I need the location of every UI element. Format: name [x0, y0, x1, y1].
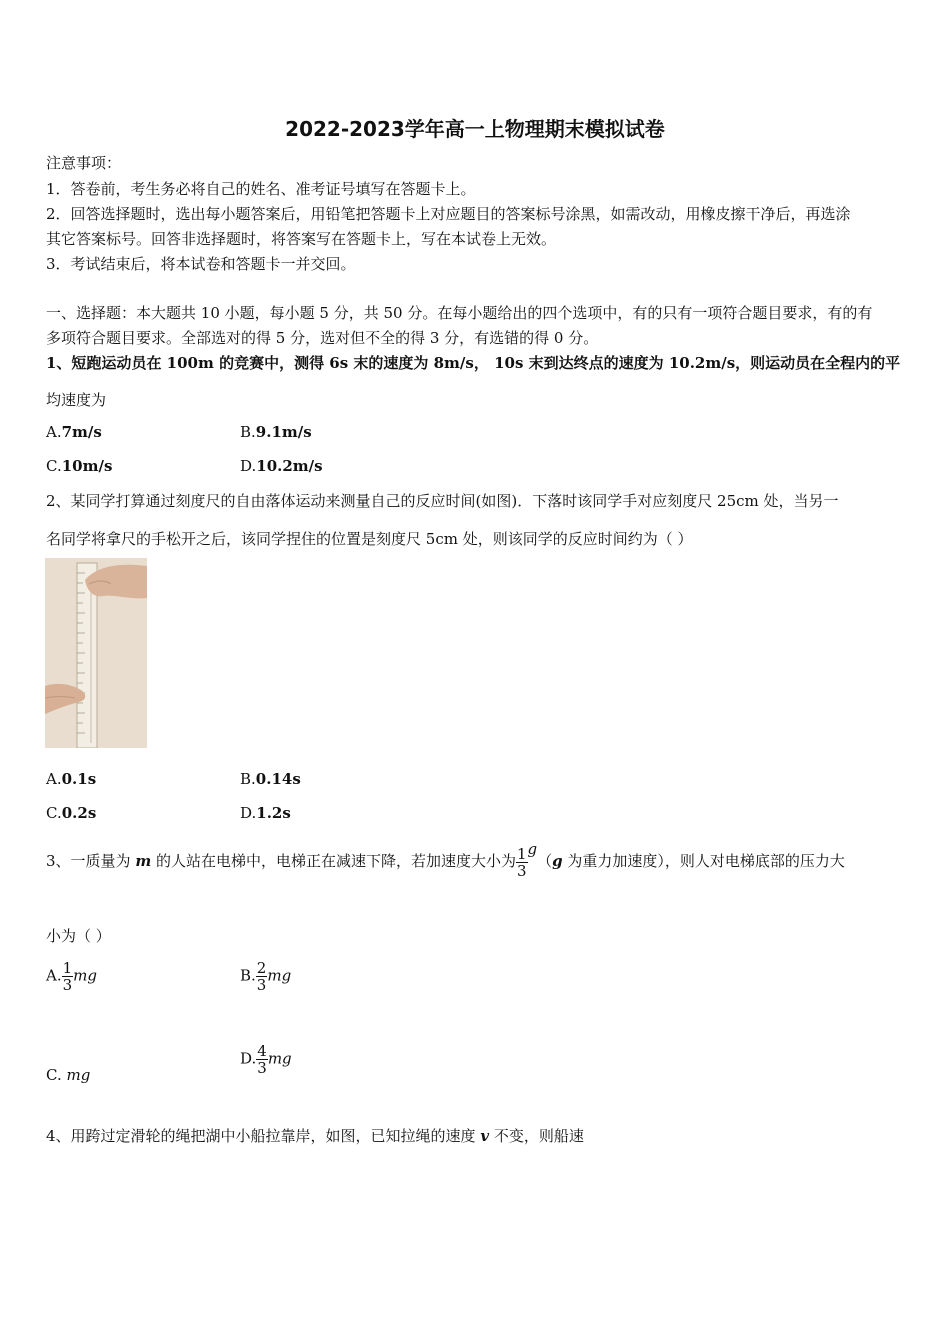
q3-stem: 3、一质量为 m 的人站在电梯中，电梯正在减速下降，若加速度大小为 $\frac{1}{3}$ g（g 为重力加速度），则人对电梯底部的压力大: [46, 840, 845, 880]
q3-option-d: D. $\frac{4}{3}$ mg: [240, 1042, 292, 1077]
q1-option-c: C.10m/s: [46, 457, 113, 475]
notice-item: 3．考试结束后，将本试卷和答题卡一并交回。: [46, 255, 356, 273]
notice-item: 2．回答选择题时，选出每小题答案后，用铅笔把答题卡上对应题目的答案标号涂黑，如需改动，用橡皮擦干净后，再选涂: [46, 205, 851, 223]
q2-option-a: A.0.1s: [46, 770, 97, 788]
q1-option-a: A.7m/s: [46, 423, 102, 441]
q1-option-d: D.10.2m/s: [240, 457, 323, 475]
q2-option-c: C.0.2s: [46, 804, 97, 822]
ruler-hands-illustration: [45, 558, 147, 748]
q3-stem: 小为（ ）: [46, 927, 111, 945]
notice-item: 其它答案标号。回答非选择题时，将答案写在答题卡上，写在本试卷上无效。: [46, 230, 557, 248]
q3-fraction: $\frac{1}{3}$: [516, 844, 527, 880]
q3-option-b: B. $\frac{2}{3}$ mg: [240, 959, 292, 994]
q1-option-b: B.9.1m/s: [240, 423, 312, 441]
page-title: 2022-2023学年高一上物理期末模拟试卷: [285, 117, 665, 141]
q1-stem: 1、短跑运动员在 100m 的竞赛中，测得 6s 末的速度为 8m/s， 10s 末到达终点的速度为 10.2m/s，则运动员在全程内的平: [46, 354, 901, 372]
section-intro: 多项符合题目要求。全部选对的得 5 分，选对但不全的得 3 分，有选错的得 0 分。: [46, 329, 599, 347]
q2-stem: 2、某同学打算通过刻度尺的自由落体运动来测量自己的反应时间(如图)．下落时该同学手对应刻度尺 25cm 处，当另一: [46, 492, 839, 510]
q3-option-c: C. mg: [46, 1066, 91, 1084]
q2-option-b: B.0.14s: [240, 770, 301, 788]
notice-heading: 注意事项：: [46, 154, 122, 172]
q2-option-d: D.1.2s: [240, 804, 291, 822]
q4-stem: 4、用跨过定滑轮的绳把湖中小船拉靠岸，如图，已知拉绳的速度 v 不变，则船速: [46, 1127, 584, 1145]
q2-stem: 名同学将拿尺的手松开之后，该同学捏住的位置是刻度尺 5cm 处，则该同学的反应时间约为（ ）: [46, 530, 693, 548]
notice-item: 1．答卷前，考生务必将自己的姓名、准考证号填写在答题卡上。: [46, 180, 476, 198]
q3-option-a: A. $\frac{1}{3}$ mg: [46, 959, 97, 994]
q1-stem: 均速度为: [46, 391, 107, 409]
ruler-photo: [45, 558, 147, 748]
section-intro: 一、选择题：本大题共 10 小题，每小题 5 分，共 50 分。在每小题给出的四个选项中，有的只有一项符合题目要求，有的有: [46, 304, 873, 322]
